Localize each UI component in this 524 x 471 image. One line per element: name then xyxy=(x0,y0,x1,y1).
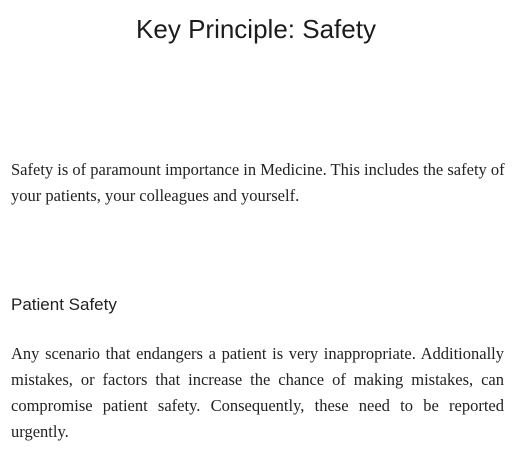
page-title: Key Principle: Safety xyxy=(136,14,376,44)
intro-paragraph: Safety is of paramount importance in Medicine. This includes the safety of your patients, your colleagues and yourself. xyxy=(11,160,505,205)
section-body-patient-safety: Any scenario that endangers a patient is very inappropriate. Additionally mistakes, or factors that increase the chance of making mistakes, can compromise patient safety. Consequently, these need to be reported urgently. xyxy=(11,344,504,441)
section-heading-patient-safety: Patient Safety xyxy=(11,295,117,314)
